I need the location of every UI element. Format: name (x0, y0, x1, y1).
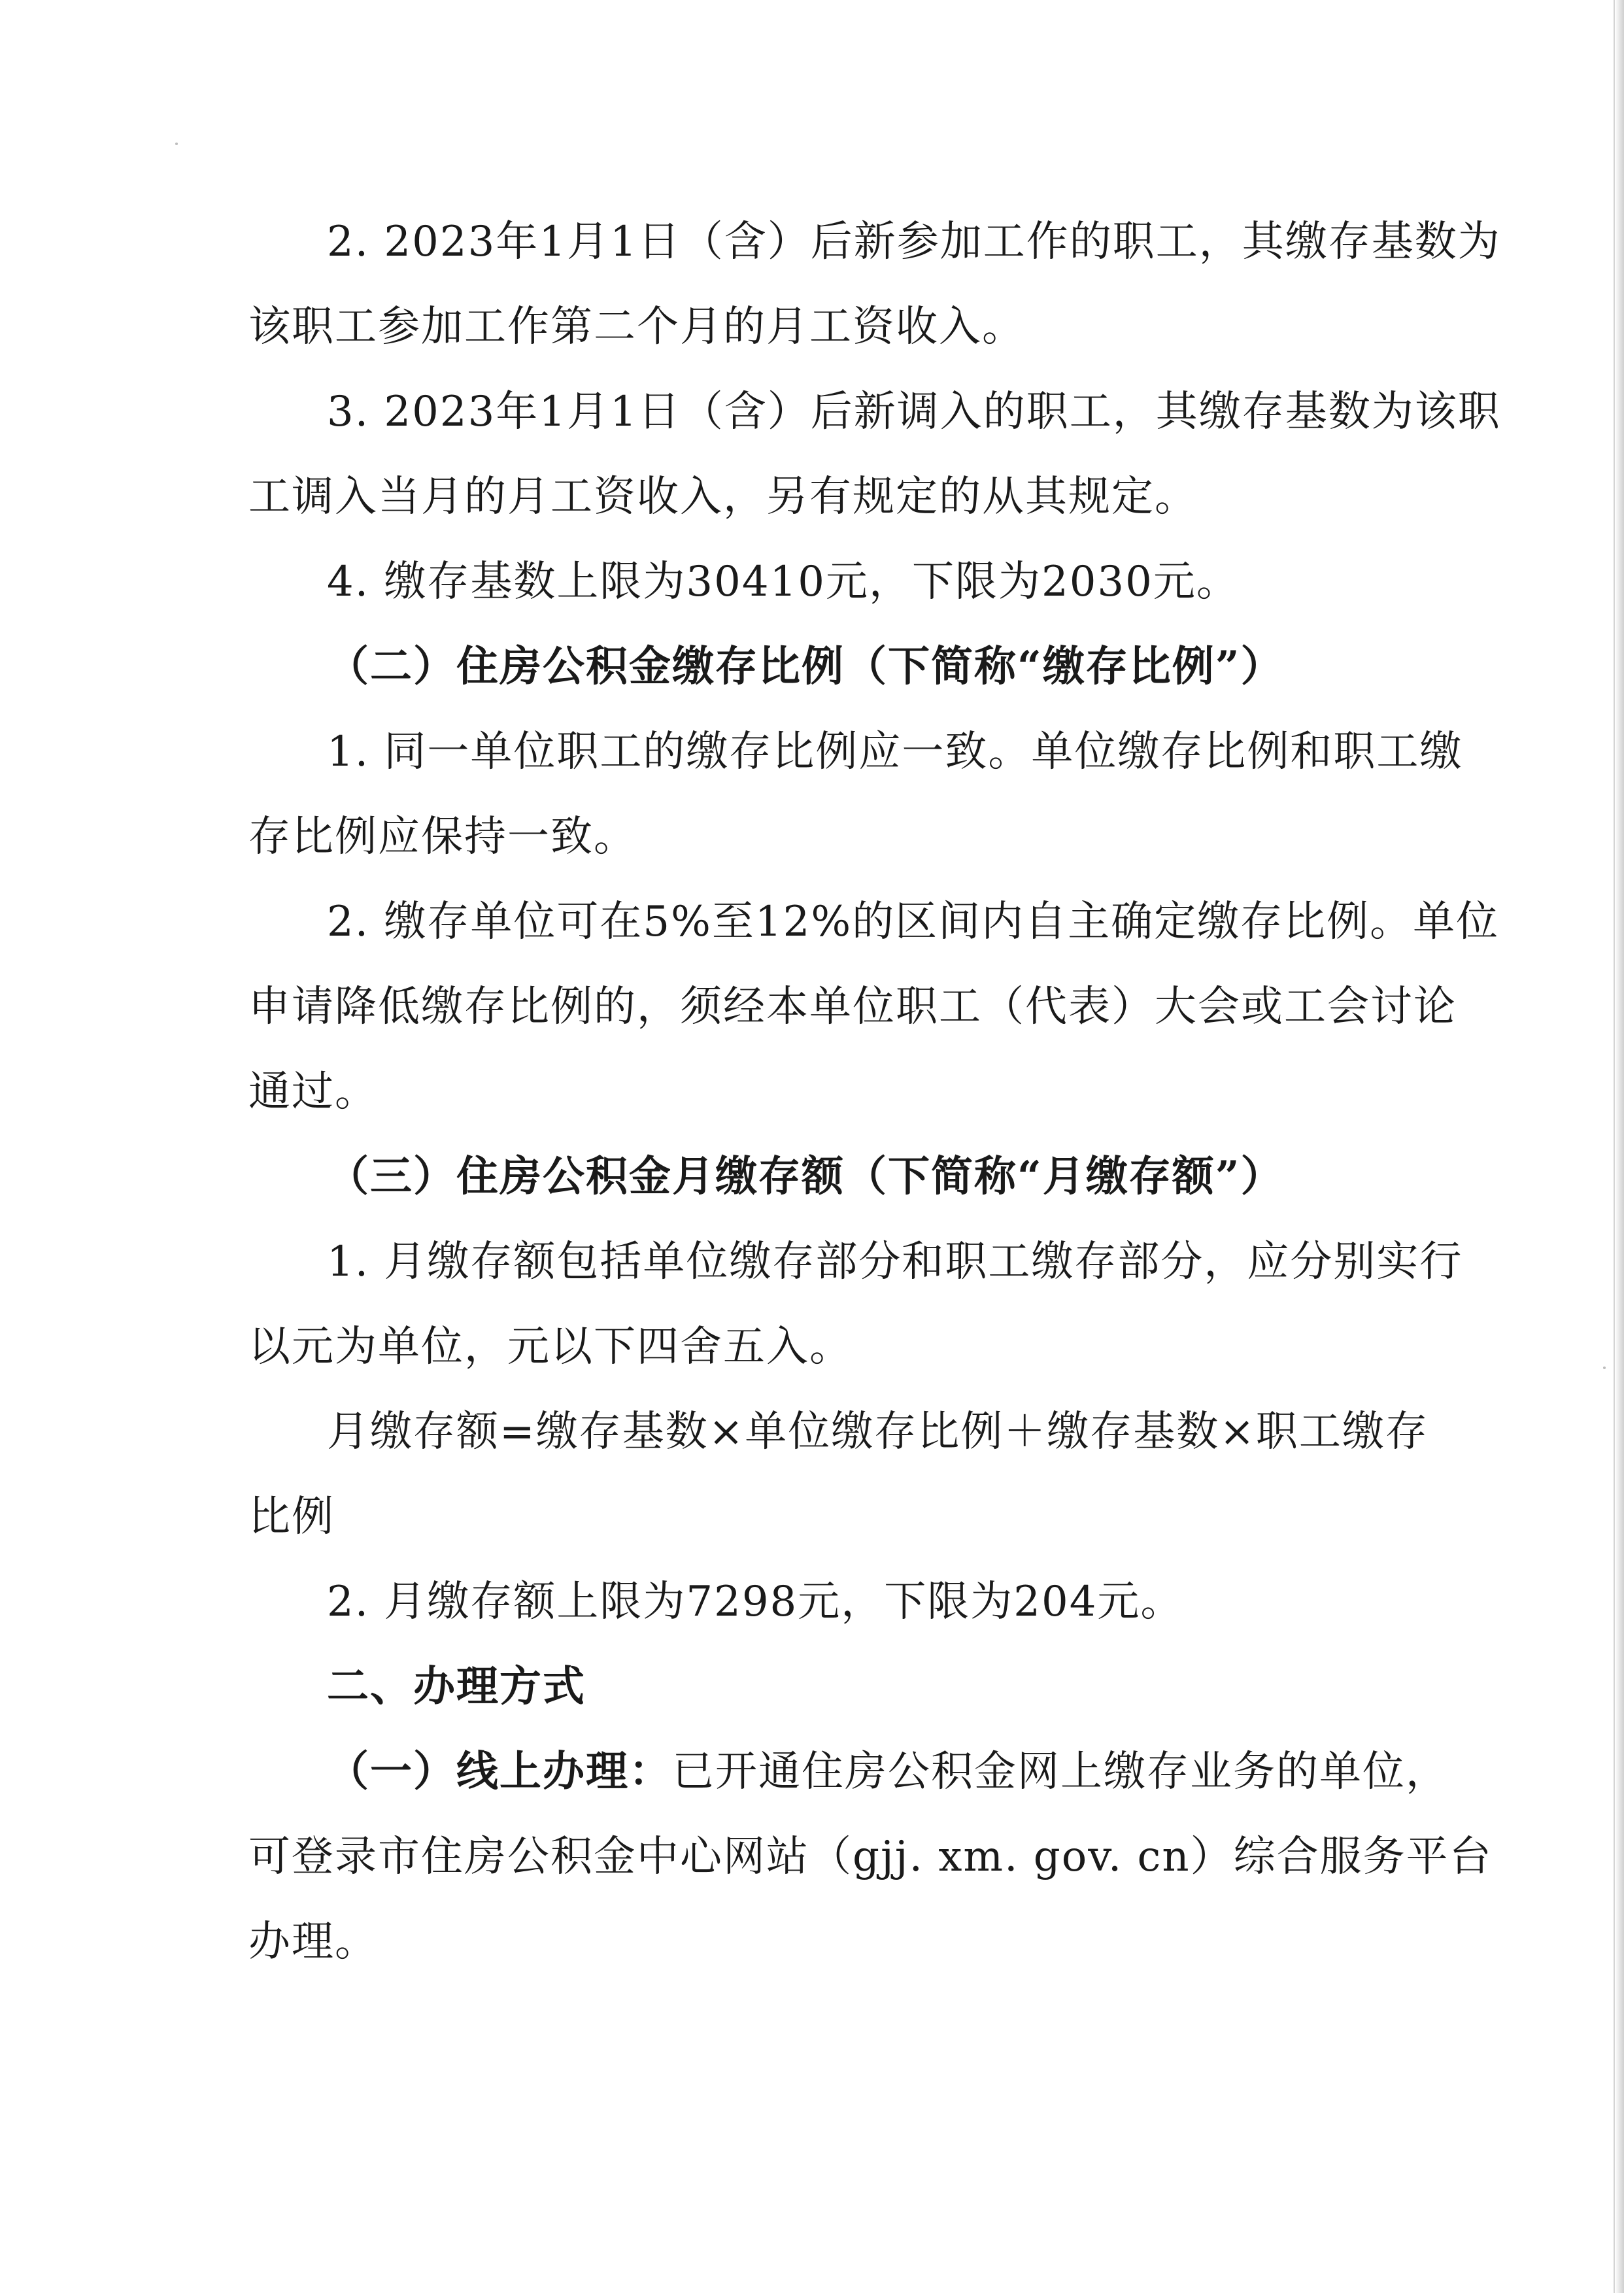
paragraph-line: 4. 缴存基数上限为30410元，下限为2030元。 (327, 558, 1240, 606)
paragraph-line: 1. 同一单位职工的缴存比例应一致。单位缴存比例和职工缴 (327, 728, 1463, 776)
paragraph-line: 工调入当月的月工资收入，另有规定的从其规定。 (248, 473, 1198, 521)
scan-dust-mark (175, 143, 178, 145)
paragraph-line: 通过。 (248, 1068, 378, 1116)
paragraph-line: 2. 缴存单位可在5%至12%的区间内自主确定缴存比例。单位 (327, 898, 1500, 946)
formula-line: 月缴存额=缴存基数×单位缴存比例＋缴存基数×职工缴存 (327, 1408, 1429, 1456)
section-heading: （二）住房公积金缴存比例（下简称“缴存比例”） (327, 642, 1284, 691)
paragraph-line (327, 1746, 1449, 1798)
section-heading: 二、办理方式 (327, 1662, 586, 1711)
scan-dust-mark (1603, 1367, 1606, 1369)
paragraph-line: 存比例应保持一致。 (248, 813, 637, 861)
paragraph-line: 可登录市住房公积金中心网站（gjj. xm. gov. cn）综合服务平台 (248, 1833, 1493, 1881)
paragraph-line: 1. 月缴存额包括单位缴存部分和职工缴存部分，应分别实行 (327, 1238, 1463, 1286)
section-heading: （三）住房公积金月缴存额（下简称“月缴存额”） (327, 1152, 1284, 1201)
paragraph-line: 2. 2023年1月1日（含）后新参加工作的职工，其缴存基数为 (327, 218, 1501, 266)
formula-line: 比例 (248, 1493, 335, 1541)
subsection-lead: （一）线上办理： (327, 1747, 672, 1796)
paragraph-text: 已开通住房公积金网上缴存业务的单位， (672, 1748, 1449, 1796)
paragraph-line: 申请降低缴存比例的，须经本单位职工（代表）大会或工会讨论 (248, 983, 1457, 1031)
paragraph-line: 以元为单位，元以下四舍五入。 (248, 1323, 853, 1371)
paragraph-line: 该职工参加工作第二个月的月工资收入。 (248, 303, 1025, 351)
paragraph-line: 2. 月缴存额上限为7298元，下限为204元。 (327, 1578, 1184, 1626)
paragraph-line: 3. 2023年1月1日（含）后新调入的职工，其缴存基数为该职 (327, 388, 1501, 436)
paragraph-line: 办理。 (248, 1918, 378, 1966)
scan-edge-shadow (1615, 0, 1624, 2293)
